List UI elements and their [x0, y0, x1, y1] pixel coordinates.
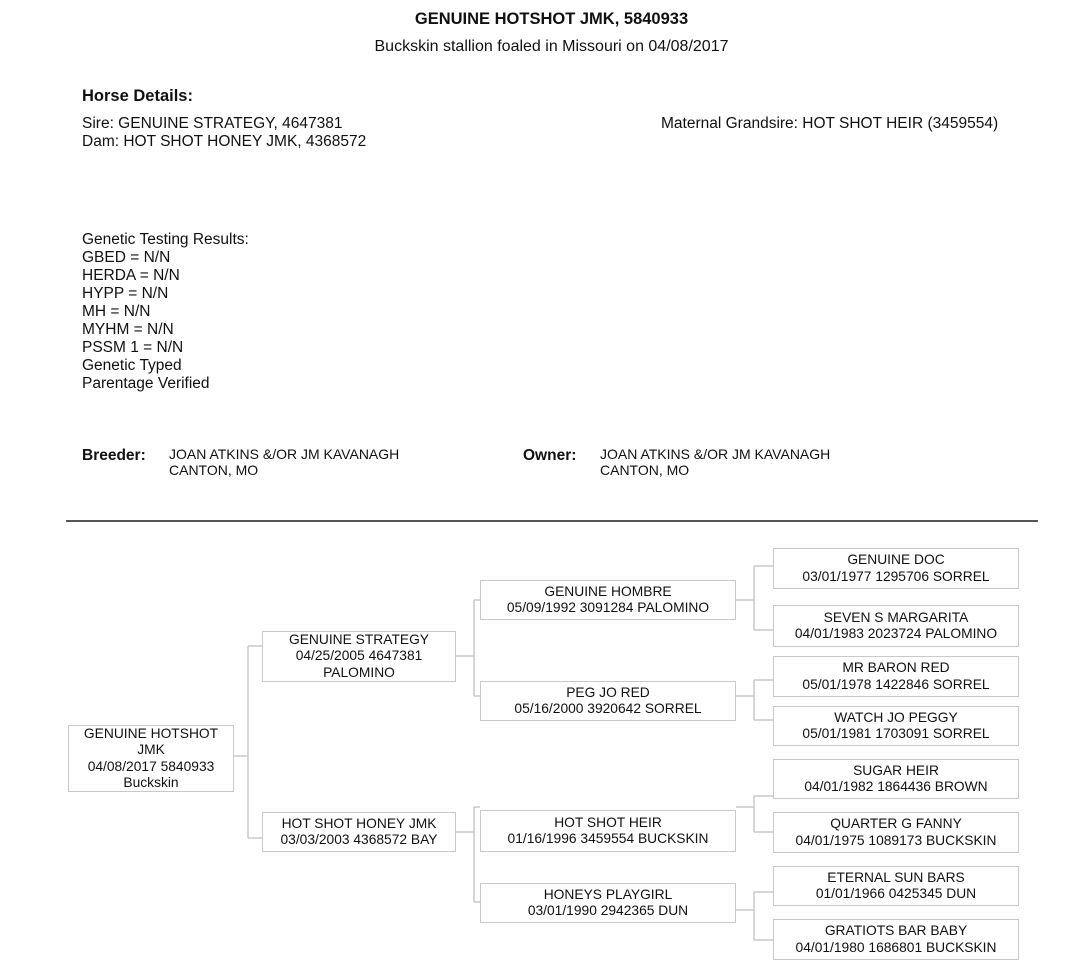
horse-info: 03/01/1990 2942365 DUN — [527, 903, 689, 918]
sire-line: Sire: GENUINE STRATEGY, 4647381 — [82, 115, 343, 132]
horse-info: 05/16/2000 3920642 SORREL — [514, 701, 702, 716]
owner-label: Owner: — [523, 447, 577, 464]
pedigree-sire-dam-box — [480, 681, 736, 721]
genetic-result: HERDA = N/N — [82, 267, 180, 284]
horse-info: 05/01/1978 1422846 SORREL — [802, 676, 990, 692]
pedigree-ds-dam-box — [773, 812, 1019, 853]
pedigree-sd-dam-box — [773, 706, 1019, 746]
pedigree-dam-box — [262, 812, 456, 852]
breeder-label: Breeder: — [82, 447, 146, 464]
pedigree-ss-sire-box — [773, 548, 1019, 589]
horse-name: GENUINE HOTSHOT — [83, 725, 219, 741]
horse-color: Buckskin — [123, 775, 179, 790]
genetic-testing-heading: Genetic Testing Results: — [82, 231, 249, 248]
horse-details-heading: Horse Details: — [82, 87, 193, 105]
page-title: GENUINE HOTSHOT JMK, 5840933 — [414, 10, 689, 28]
genetic-result: MYHM = N/N — [82, 321, 174, 338]
horse-info: 01/16/1996 3459554 BUCKSKIN — [507, 831, 709, 846]
horse-info: 04/01/1975 1089173 BUCKSKIN — [795, 832, 997, 848]
horse-info: 03/03/2003 4368572 BAY — [280, 832, 438, 847]
horse-info: 04/01/1983 2023724 PALOMINO — [794, 626, 998, 641]
pedigree-dam-dam-box — [480, 883, 736, 923]
horse-name-cont: JMK — [137, 742, 165, 757]
horse-color: PALOMINO — [323, 664, 395, 680]
horse-name: QUARTER G FANNY — [830, 816, 962, 831]
horse-name: ETERNAL SUN BARS — [827, 869, 965, 885]
horse-name: SUGAR HEIR — [853, 762, 939, 778]
pedigree-subject-box — [68, 725, 234, 792]
breeder-location: CANTON, MO — [169, 462, 259, 478]
dam-line: Dam: HOT SHOT HONEY JMK, 4368572 — [82, 133, 367, 150]
genetic-result: PSSM 1 = N/N — [82, 339, 184, 356]
pedigree-ds-sire-box — [773, 759, 1019, 799]
horse-name: SEVEN S MARGARITA — [823, 609, 969, 625]
pedigree-sire-box — [262, 631, 456, 682]
horse-info: 03/01/1977 1295706 SORREL — [802, 568, 990, 584]
breeder-name: JOAN ATKINS &/OR JM KAVANAGH — [169, 446, 400, 462]
pedigree-dd-sire-box — [773, 866, 1019, 906]
pedigree-dam-sire-box — [480, 810, 736, 852]
maternal-grandsire-line: Maternal Grandsire: HOT SHOT HEIR (3459554) — [661, 115, 999, 132]
horse-info: 01/01/1966 0425345 DUN — [815, 886, 977, 901]
owner-name: JOAN ATKINS &/OR JM KAVANAGH — [600, 446, 831, 462]
page-subtitle: Buckskin stallion foaled in Missouri on 04/08/2017 — [374, 38, 729, 55]
horse-name: MR BARON RED — [842, 660, 950, 675]
horse-name: GENUINE DOC — [847, 552, 945, 567]
horse-info: 04/01/1982 1864436 BROWN — [804, 779, 988, 794]
horse-name: GENUINE STRATEGY — [288, 631, 430, 647]
horse-name: PEG JO RED — [566, 684, 650, 700]
pedigree-sd-sire-box — [773, 656, 1019, 697]
horse-info: 05/09/1992 3091284 PALOMINO — [506, 600, 710, 615]
horse-info: 04/25/2005 4647381 — [295, 648, 423, 664]
horse-name: HOT SHOT HONEY JMK — [281, 815, 437, 831]
horse-info: 04/08/2017 5840933 — [87, 758, 215, 774]
horse-name: WATCH JO PEGGY — [834, 709, 958, 725]
horse-name: GENUINE HOMBRE — [544, 583, 672, 599]
horse-name: HONEYS PLAYGIRL — [543, 886, 673, 902]
pedigree-ss-dam-box — [773, 605, 1019, 647]
pedigree-sire-sire-box — [480, 580, 736, 620]
horse-info: 05/01/1981 1703091 SORREL — [802, 726, 990, 741]
genetic-result: HYPP = N/N — [82, 285, 169, 302]
pedigree-dd-dam-box — [773, 919, 1019, 960]
owner-location: CANTON, MO — [600, 462, 690, 478]
horse-name: GRATIOTS BAR BABY — [824, 923, 968, 938]
genetic-result: GBED = N/N — [82, 249, 171, 266]
genetic-result: Genetic Typed — [82, 357, 182, 374]
horse-info: 04/01/1980 1686801 BUCKSKIN — [795, 939, 997, 955]
horse-name: HOT SHOT HEIR — [554, 814, 662, 830]
genetic-result: Parentage Verified — [82, 375, 210, 392]
genetic-result: MH = N/N — [82, 303, 151, 320]
